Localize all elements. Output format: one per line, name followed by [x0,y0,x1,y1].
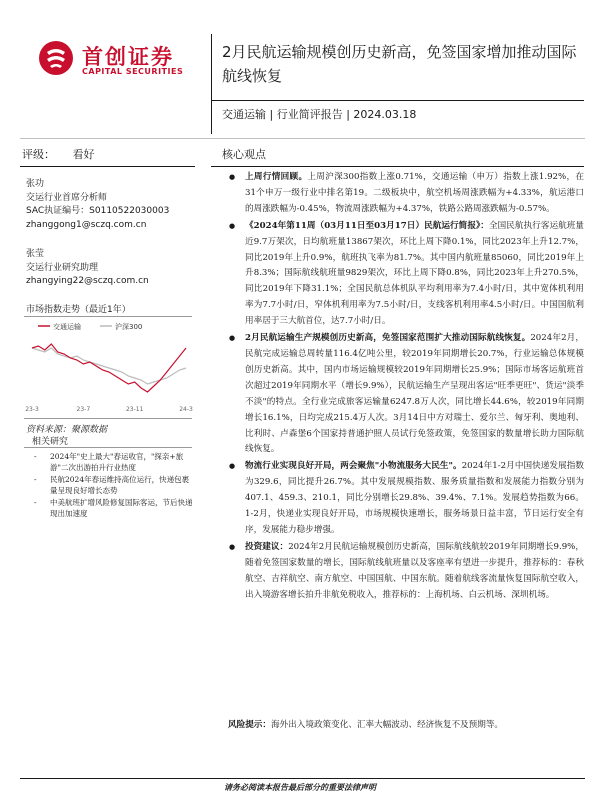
analyst-title: 交运行业研究助理 [26,262,99,273]
footer-disclaimer: 请务必阅读本报告最后部分的重要法律声明 [224,782,376,792]
core-point [228,219,584,330]
core-point-lead: 物流行业实现良好开局，两会聚焦"小物流服务大民生"。 [245,461,462,472]
chart-lines [32,344,186,392]
analyst-email[interactable]: zhanggong1@sczq.com.cn [26,219,147,230]
rating-value: 看好 [72,148,95,161]
x-tick-label: 23-11 [125,406,144,413]
related-research-item[interactable]: - 2024年"史上最大"春运收官，"探亲+旅游"二次出游拍升行业热度 [26,451,196,473]
footer-rule [20,778,585,779]
risk-note [228,718,584,732]
rating-label: 评级： [22,148,55,161]
core-point [228,331,584,458]
analyst-email[interactable]: zhangying22@sczq.com.cn [26,276,149,286]
core-point-lead: 2月民航运输生产规模创历史新高，免签国家范围扩大推动国际航线恢复。 [245,333,531,344]
core-point [228,459,584,539]
market-index-chart [24,318,194,416]
core-point-text: 2024年2月民航运输规模创历史新高，国际航线航较2019年同期增长9.9%，随着免签国家数量的增长，国际航线航班量以及客座率有望进一步提升，推荐标的：春秋航空、吉祥航空、南方航空、中国国航、中国东航。随着航线客流量恢复国际航空收入，出入境游客增长拍升非航免税收入，推荐标的：上海机场、白云机场、深圳机场。 [245,541,584,600]
header-divider [211,34,212,134]
company-logo [38,40,208,80]
core-point-lead: 投资建议： [245,541,289,552]
x-tick-label: 23-3 [25,406,39,413]
logo-name-cn: 首创证券 [82,45,174,69]
rating-rule [20,166,195,167]
core-point-lead: 《2024年第11周（03月11日至03月17日）民航运行简报》： [245,220,489,231]
related-research-item[interactable]: - 中美航班扩增风险修复国际客运，节后快递现出加速度 [26,497,196,519]
risk-label: 风险提示： [228,720,271,730]
series-line [32,348,186,384]
chart-bottom-rule [24,418,192,419]
report-title: 2月民航运输规模创历史新高，免签国家增加推动国际航线恢复 [222,43,577,85]
chart-source: 资料来源：聚源数据 [26,425,108,435]
report-subtitle: 交通运输 | 行业简评报告 | 2024.03.18 [222,108,417,121]
rating [22,146,95,162]
legend-label: 交通运输 [53,323,81,331]
top-rule [20,138,585,139]
chart-x-ticks [25,406,193,413]
core-point [228,170,584,218]
risk-text: 海外出入境政策变化、汇率大幅波动、经济恢复不及预期等。 [270,720,504,730]
related-research-item[interactable]: - 民航2024年春运维持高位运行，快递包裹量呈现良好增长态势 [26,474,196,496]
chart-rule [24,316,192,317]
x-tick-label: 24-3 [179,406,193,413]
related-research-list [26,451,196,520]
related-research-title: 相关研究 [32,437,69,447]
analyst-name: 张功 [26,179,45,189]
logo-name-en: CAPITAL SECURITIES [82,67,184,76]
title-rule [211,100,584,101]
analyst-card [26,248,149,289]
core-point-text: 2024年2月，民航完成运输总周转量116.4亿吨公里，较2019年同期增长20.7%，行业运输总体规模创历史新高。其中，国内市场运输规模较2019年同期增长25.9%；国际市场客运航班首次超过2019年同期水平（增长9.9%），民航运输生产呈现出客运"旺季更旺"、货运"淡季不淡"的特点。全行业完成旅客运输量6247.8万人次，同比增长44.6%，较2019年同期增长16.1%，日均完成215.4万人次。3月14日中方对瑞士、爱尔兰、匈牙利、奥地利、比利时、卢森堡6个国家持普通护照人员试行免签政策，免签国家的数量增长助力国际航线恢复。 [245,333,584,455]
analyst-card [26,178,169,232]
section-title: 核心观点 [222,148,266,161]
core-point-text: 全国民航执行客运航班量近9.7万架次，日均航班量13867架次，环比上周下降0.1%，同比2023年上升12.7%，同比2019年上升0.9%，航班执飞率为81.7%。其中国内航班量85060，同比2019年上升8.3%；国际航线航班量9829架次，环比上周下降0.8%，同比2023年上升270.5%，同比2019年下降31.1%；全国民航总体机队平均利用率为7.4小时/日，其中宽体机利用率为7.7小时/日，窄体机利用率为7.5小时/日，支线客机利用率4.5小时/日。中国国航利用率居于三大航首位，达7.7小时/日。 [245,220,584,327]
analyst-title: 交运行业首席分析师 [26,192,108,203]
chart-title: 市场指数走势（最近1年） [26,305,131,315]
core-point-text: 上周沪深300指数上涨0.71%，交通运输（申万）指数上涨1.92%，在31个申万一级行业中排名第19。二级板块中，航空机场周涨跌幅为+4.33%，航运港口的周涨跌幅为-0.45%，物流周涨跌幅为+4.37%，铁路公路周涨跌幅为-0.57%。 [245,172,584,214]
legend-label: 沪深300 [115,323,143,331]
chart-legend [38,322,142,331]
core-points-list [228,170,584,604]
logo-mark-icon [38,40,74,76]
analyst-cert: SAC执证编号：S0110522030003 [26,206,170,216]
analyst-name: 张莹 [26,249,45,259]
related-rule [24,447,192,448]
x-tick-label: 23-7 [76,406,91,413]
core-point [228,540,584,604]
section-rule [211,166,584,167]
core-point-text: 2024年1-2月中国快递发展指数为329.6，同比提升26.7%。其中发展规模指数、服务质量指数和发展能力指数分别为407.1、459.3、210.1，同比分别增长29.8%、39.4%、7.1%。发展趋势指数为66。1-2月，快递业实现良好开局，市场规模快速增长，服务场景日益丰富，节日运行安全有序，发展能力稳步增强。 [245,461,584,535]
core-point-lead: 上周行情回顾。 [245,172,308,182]
